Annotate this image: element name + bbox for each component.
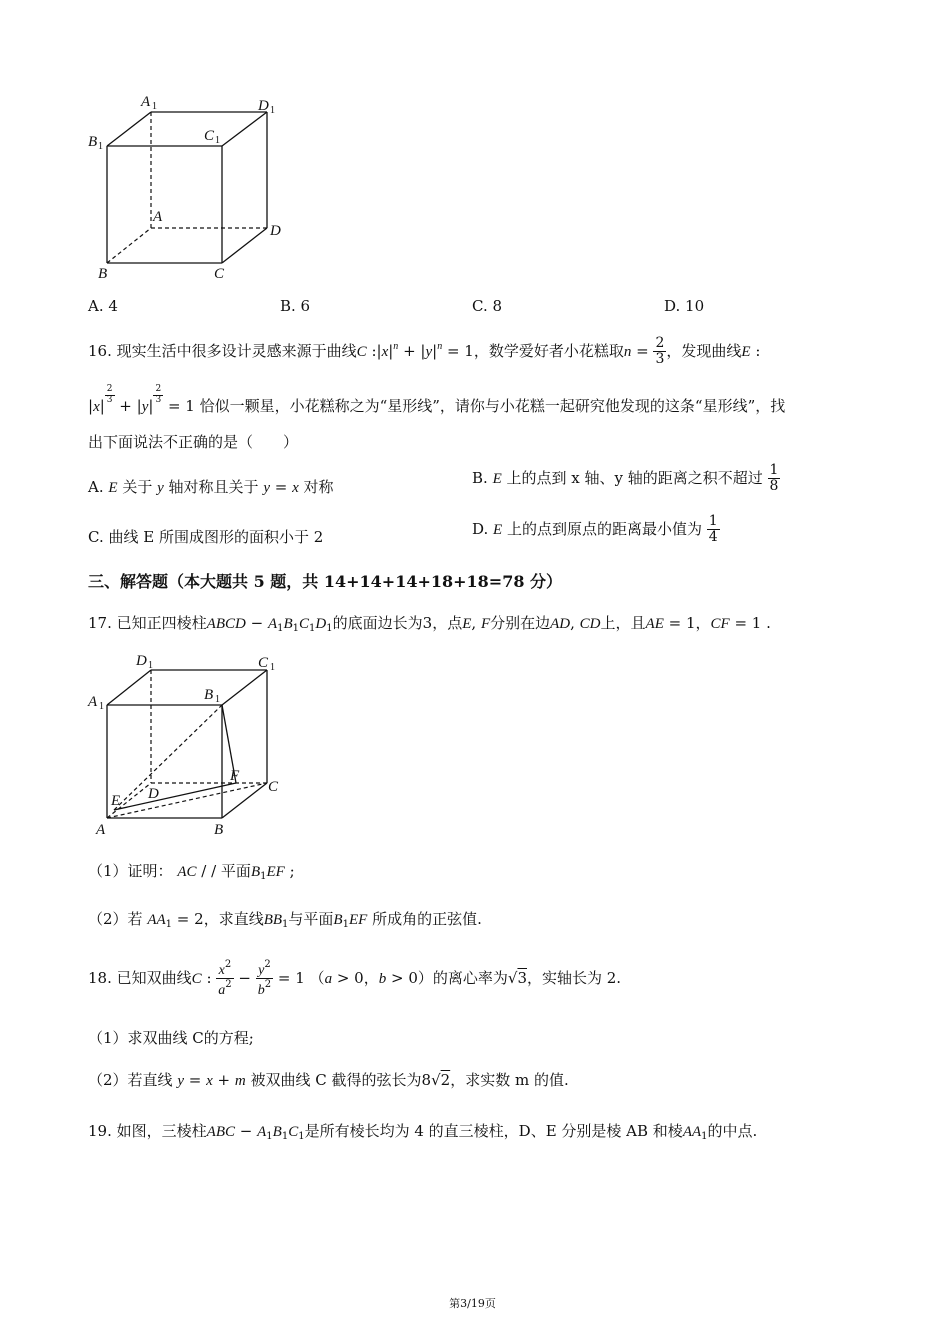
svg-text:1: 1	[98, 141, 103, 152]
svg-text:1: 1	[148, 660, 153, 671]
label-D: D	[270, 223, 281, 239]
q18-stem: 18. 已知双曲线C : $\frac{x^2}{a^2}$ − $\frac{y^2}{b^2}$ = 1 （a > 0，b > 0）的离心率为√3，实轴长为 2.	[88, 959, 622, 999]
svg-text:1: 1	[152, 101, 157, 112]
label-C1: C	[204, 128, 215, 144]
page-footer: 第3/19页	[449, 1297, 496, 1310]
q15-option-c: C. 8	[472, 297, 503, 315]
q16-line1: 16. 现实生活中很多设计灵感来源于曲线C $:|x|^n + |y|^n = 1$，数学爱好者小花糕取n = $\frac{2}{3}$ ，发现曲线E :	[88, 335, 761, 368]
q16-option-a: A. E 关于 y 轴对称且关于 y = x 对称	[88, 478, 334, 496]
q17-stem: 17. 已知正四棱柱ABCD − $A_1B_1C_1D_1$的底面边长为3，点E, F分别在边AD, CD上，且AE = 1，CF = 1 .	[88, 614, 771, 634]
label-D1: D	[258, 98, 269, 114]
svg-text:1: 1	[215, 694, 220, 705]
label-F: F	[230, 768, 240, 784]
svg-text:1: 1	[270, 662, 275, 673]
fraction-one-eighth: $\frac{1}{8}$	[769, 462, 779, 495]
label-A1: A	[88, 694, 98, 710]
svg-text:1: 1	[270, 105, 275, 116]
cube-figure-1	[80, 88, 300, 288]
label-C: C	[268, 779, 279, 795]
q15-option-d: D. 10	[664, 297, 705, 315]
q17-part1: （1）证明： AC / / 平面$B_1EF$ ;	[88, 862, 295, 882]
label-B1: B	[204, 687, 214, 703]
label-D: D	[148, 786, 159, 802]
q15-option-b: B. 6	[280, 297, 311, 315]
q18-part1: （1）求双曲线 C的方程;	[88, 1029, 254, 1047]
label-A: A	[96, 822, 106, 838]
q18-part2: （2）若直线 y = x + m 被双曲线 C 截得的弦长为8√2，求实数 m 的值.	[88, 1071, 569, 1089]
label-A: A	[153, 209, 163, 225]
q16-option-b: B. E 上的点到 x 轴、y 轴的距离之积不超过 $\frac{1}{8}$	[472, 462, 779, 495]
prism-figure-2	[80, 645, 300, 845]
svg-text:1: 1	[99, 701, 104, 712]
label-B: B	[214, 822, 224, 838]
label-C: C	[214, 266, 225, 282]
fraction-x2-a2: $\frac{x^2}{a^2}$	[218, 959, 232, 999]
q16-option-d: D. E 上的点到原点的距离最小值为 $\frac{1}{4}$	[472, 513, 718, 546]
fraction-two-thirds: $\frac{2}{3}$	[655, 335, 665, 368]
svg-text:1: 1	[215, 135, 220, 146]
fraction-y2-b2: $\frac{y^2}{b^2}$	[257, 959, 272, 999]
section-heading: 三、解答题（本大题共 5 题，共 14+14+14+18+18=78 分）	[88, 572, 563, 591]
q16-line3: 出下面说法不正确的是（ ）	[88, 433, 299, 451]
q16-line2: |x| $\frac{2}{3}$ + |y| $\frac{2}{3}$ = 1 恰似一颗星，小花糕称之为“星形线”，请你与小花糕一起研究他发现的这条“星形线”，找	[88, 384, 786, 415]
label-B: B	[98, 266, 108, 282]
label-E: E	[111, 793, 121, 809]
label-C1: C	[258, 655, 269, 671]
label-A1: A	[141, 94, 151, 110]
label-D1: D	[136, 653, 147, 669]
q19-stem: 19. 如图，三棱柱ABC − $A_1B_1C_1$是所有棱长均为 4 的直三棱柱，D、E 分别是棱 AB 和棱$AA_1$的中点.	[88, 1122, 758, 1142]
label-B1: B	[88, 134, 98, 150]
fraction-one-quarter: $\frac{1}{4}$	[708, 513, 718, 546]
q15-option-a: A. 4	[88, 297, 118, 315]
q17-part2: （2）若 $AA_1 = 2$，求直线$BB_1$与平面$B_1EF$ 所成角的正弦值.	[88, 910, 482, 930]
q16-option-c: C. 曲线 E 所围成图形的面积小于 2	[88, 528, 324, 546]
